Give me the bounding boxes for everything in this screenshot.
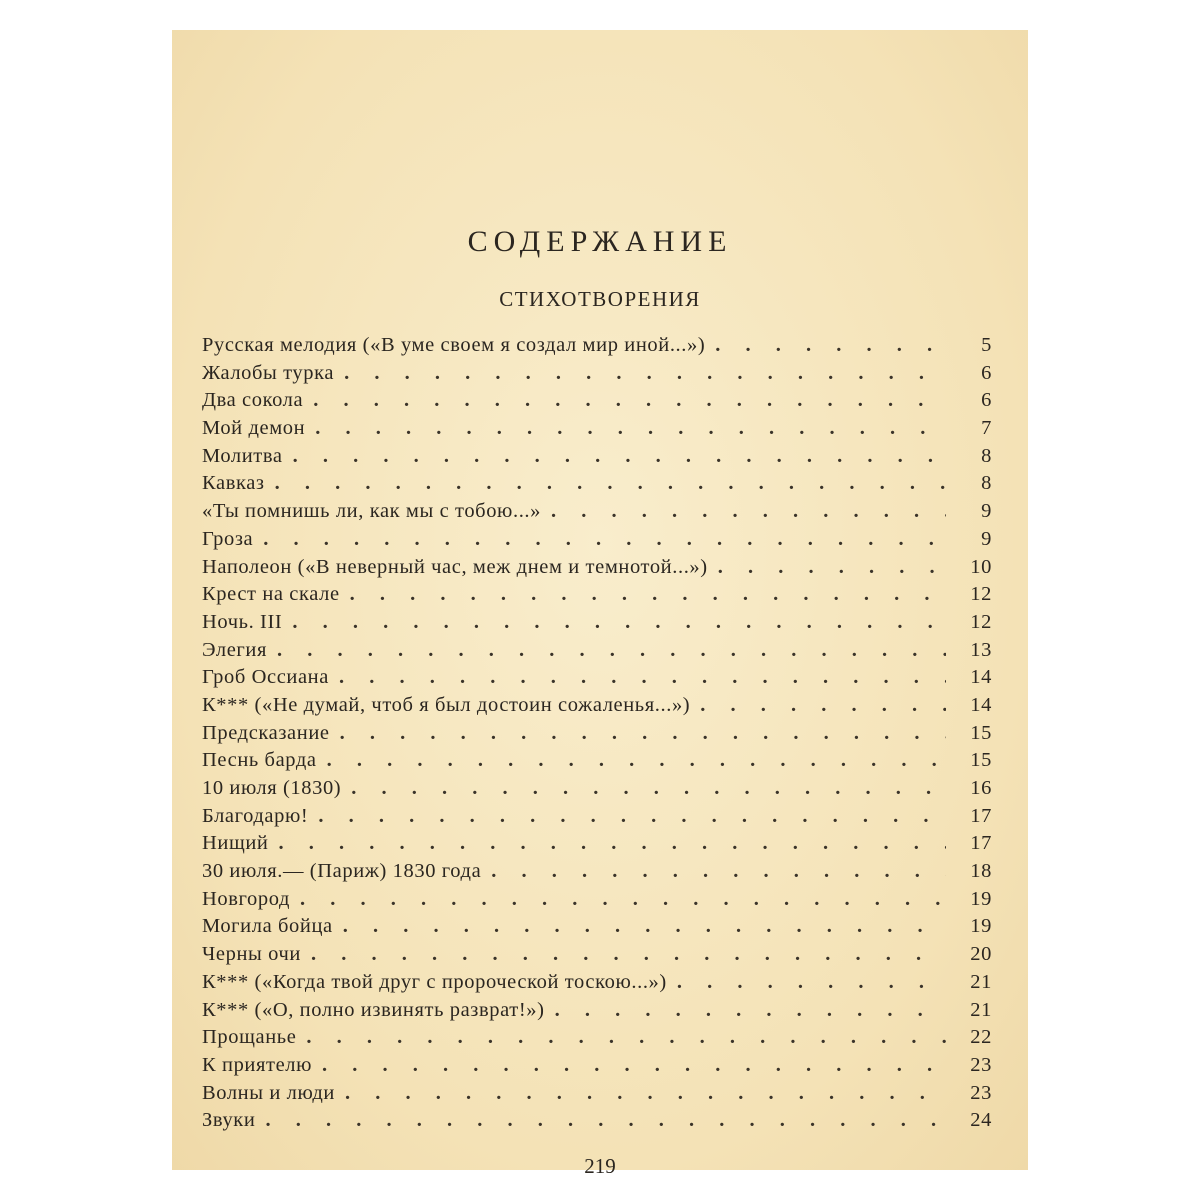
toc-entry-title: Гроб Оссиана xyxy=(202,666,329,689)
toc-entry xyxy=(202,747,992,775)
leader-dots xyxy=(315,415,946,443)
toc-entry xyxy=(202,969,992,997)
toc-entry-page: 8 xyxy=(981,472,992,495)
toc-entry-page: 9 xyxy=(981,527,992,550)
page-title: СОДЕРЖАНИЕ xyxy=(467,225,733,258)
leader-dots xyxy=(344,360,946,388)
toc-entry-title: Жалобы турка xyxy=(202,361,335,384)
toc-entry-page: 21 xyxy=(970,998,992,1021)
toc-entry-page: 23 xyxy=(970,1081,992,1104)
toc-entry xyxy=(202,858,992,886)
toc-entry-title: Молитва xyxy=(202,444,283,467)
toc-entry-title: «Ты помнишь ли, как мы с тобою...» xyxy=(202,500,541,523)
leader-dots xyxy=(340,720,946,748)
toc-entry-page: 15 xyxy=(970,721,992,744)
leader-dots xyxy=(292,609,946,637)
toc-entry-title: Волны и люди xyxy=(202,1081,335,1104)
toc-entry-title: Могила бойца xyxy=(202,915,333,938)
toc-entry-title: Песнь барда xyxy=(202,749,317,772)
toc-entry xyxy=(202,526,992,554)
toc-entry-page: 12 xyxy=(970,583,992,606)
toc-entry xyxy=(202,360,992,388)
toc-entry-title: К приятелю xyxy=(202,1053,313,1076)
toc-entry xyxy=(202,581,992,609)
toc-entry-title: Прощанье xyxy=(202,1026,297,1049)
leader-dots xyxy=(715,332,946,360)
leader-dots xyxy=(279,830,946,858)
toc-entry-page: 7 xyxy=(981,417,992,440)
toc-entry-page: 17 xyxy=(970,804,992,827)
toc-entry-page: 24 xyxy=(970,1109,992,1132)
leader-dots xyxy=(700,692,946,720)
leader-dots xyxy=(551,498,946,526)
leader-dots xyxy=(351,775,946,803)
toc-entry-page: 6 xyxy=(981,389,992,412)
leader-dots xyxy=(327,747,946,775)
leader-dots xyxy=(555,997,946,1025)
toc-entry-page: 6 xyxy=(981,361,992,384)
toc-entry xyxy=(202,332,992,360)
toc-entry-title: 10 июля (1830) xyxy=(202,777,342,799)
toc-entry-page: 12 xyxy=(970,610,992,633)
toc-entry-page: 9 xyxy=(981,500,992,523)
toc-entry-title: К*** («О, полно извинять разврат!») xyxy=(202,998,545,1021)
toc-entry xyxy=(202,692,992,720)
leader-dots xyxy=(677,969,946,997)
toc-entry xyxy=(202,913,992,941)
toc-entry-page: 20 xyxy=(970,943,992,966)
leader-dots xyxy=(345,1080,946,1108)
toc-entry-page: 23 xyxy=(970,1053,992,1076)
toc-entry-title: К*** («Когда твой друг с пророческой тоскою...») xyxy=(202,970,667,993)
toc-entry xyxy=(202,443,992,471)
toc-entry xyxy=(202,886,992,914)
leader-dots xyxy=(339,664,946,692)
toc-entry-title: Мой демон xyxy=(202,417,306,440)
leader-dots xyxy=(718,554,946,582)
toc-entry-page: 8 xyxy=(981,444,992,467)
toc-entry-page: 14 xyxy=(970,666,992,689)
toc-entry-title: 30 июля.— (Париж) 1830 года xyxy=(202,860,482,883)
table-of-contents xyxy=(202,332,992,1135)
leader-dots xyxy=(300,886,946,914)
leader-dots xyxy=(293,443,946,471)
toc-entry-title: К*** («Не думай, чтоб я был достоин сожаленья...») xyxy=(202,693,691,716)
toc-entry-page: 22 xyxy=(970,1026,992,1049)
leader-dots xyxy=(265,1107,946,1135)
toc-entry-title: Черны очи xyxy=(202,943,301,966)
toc-entry-page: 19 xyxy=(970,915,992,938)
toc-entry-title: Крест на скале xyxy=(202,583,340,606)
toc-entry xyxy=(202,803,992,831)
toc-entry-title: Гроза xyxy=(202,527,254,550)
toc-entry-page: 15 xyxy=(970,749,992,772)
leader-dots xyxy=(313,387,946,415)
toc-entry-page: 17 xyxy=(970,832,992,855)
toc-entry-title: Два сокола xyxy=(202,389,304,412)
toc-entry xyxy=(202,941,992,969)
leader-dots xyxy=(306,1024,946,1052)
toc-entry-page: 13 xyxy=(970,638,992,661)
toc-entry xyxy=(202,830,992,858)
leader-dots xyxy=(277,637,946,665)
toc-entry xyxy=(202,1052,992,1080)
toc-entry-page: 18 xyxy=(970,860,992,883)
leader-dots xyxy=(275,470,946,498)
toc-entry xyxy=(202,1024,992,1052)
toc-entry-title: Кавказ xyxy=(202,472,265,495)
toc-entry xyxy=(202,664,992,692)
leader-dots xyxy=(343,913,946,941)
toc-entry xyxy=(202,470,992,498)
toc-entry-page: 14 xyxy=(970,693,992,716)
toc-entry xyxy=(202,997,992,1025)
page-number: 219 xyxy=(584,1154,616,1178)
toc-entry xyxy=(202,609,992,637)
toc-entry-page: 21 xyxy=(970,970,992,993)
toc-entry-title: Ночь. III xyxy=(202,610,283,633)
toc-entry-title: Новгород xyxy=(202,887,291,910)
toc-entry xyxy=(202,554,992,582)
toc-entry xyxy=(202,720,992,748)
toc-entry xyxy=(202,1080,992,1108)
toc-entry-title: Нищий xyxy=(202,832,269,855)
toc-entry-title: Звуки xyxy=(202,1109,256,1132)
leader-dots xyxy=(322,1052,946,1080)
toc-entry xyxy=(202,637,992,665)
toc-entry xyxy=(202,1107,992,1135)
toc-entry xyxy=(202,415,992,443)
section-heading: СТИХОТВОРЕНИЯ xyxy=(499,287,701,311)
leader-dots xyxy=(311,941,946,969)
toc-entry-title: Русская мелодия («В уме своем я создал мир иной...») xyxy=(202,334,706,356)
toc-entry-page: 16 xyxy=(970,777,992,799)
toc-entry-title: Наполеон («В неверный час, меж днем и темнотой...») xyxy=(202,555,708,578)
toc-entry xyxy=(202,775,992,803)
toc-entry-title: Элегия xyxy=(202,638,267,661)
toc-entry xyxy=(202,498,992,526)
leader-dots xyxy=(350,581,946,609)
toc-entry-title: Благодарю! xyxy=(202,804,309,827)
leader-dots xyxy=(263,526,946,554)
leader-dots xyxy=(491,858,946,886)
toc-entry-page: 10 xyxy=(970,555,992,578)
book-page xyxy=(172,30,1028,1178)
toc-entry-title: Предсказание xyxy=(202,721,330,744)
toc-entry-page: 19 xyxy=(970,887,992,910)
leader-dots xyxy=(318,803,946,831)
toc-entry xyxy=(202,387,992,415)
toc-entry-page: 5 xyxy=(981,334,992,356)
